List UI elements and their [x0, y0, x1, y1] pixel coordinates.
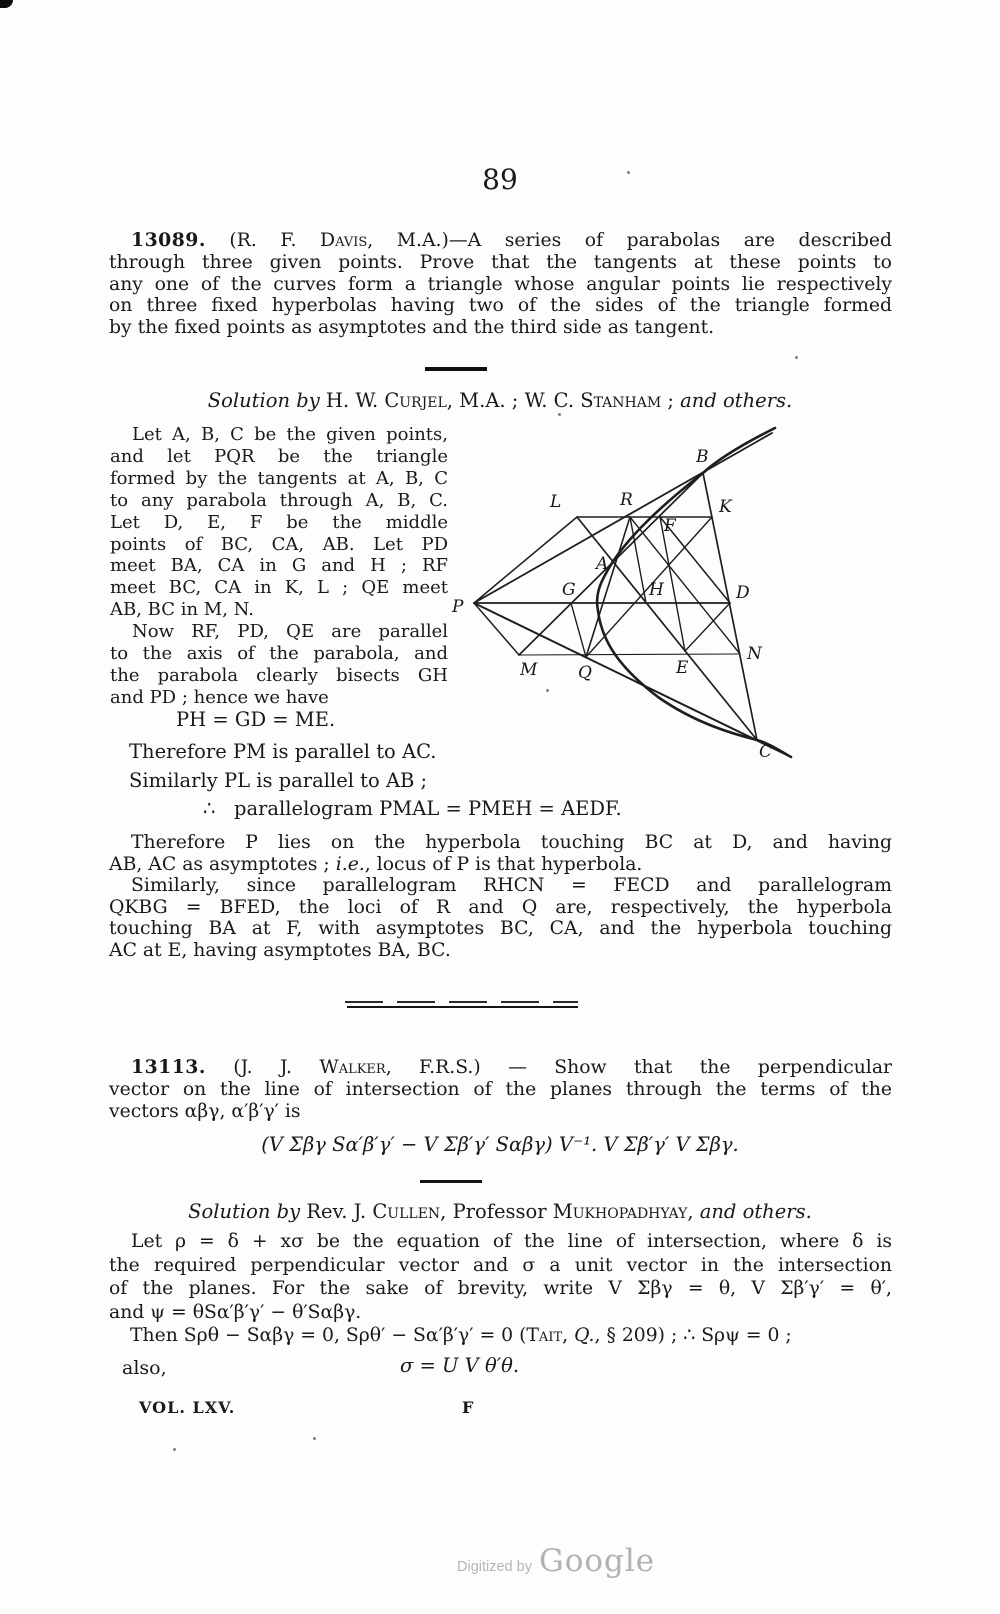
text-line: Now RF, PD, QE are parallel	[132, 621, 448, 643]
text-line: on three fixed hyperbolas having two of the sides of the triangle formed	[109, 295, 892, 317]
ink-speck	[627, 171, 630, 174]
author-name: Walker	[319, 1057, 386, 1078]
then-equation-line	[109, 1325, 899, 1346]
point-label-A: A	[596, 554, 609, 574]
text-line: through three given points. Prove that the tangents at these points to	[109, 251, 892, 273]
google-logo: Google	[538, 1543, 656, 1579]
volume-label: VOL. LXV.	[139, 1398, 236, 1417]
sigma-equation: σ = U V θ′θ.	[400, 1354, 520, 1377]
text-line	[109, 230, 892, 252]
text-line: Therefore P lies on the hyperbola touching BC at D, and having	[131, 832, 892, 853]
ink-speck	[546, 689, 549, 692]
text-run: ;	[661, 389, 681, 412]
figure-line-GQ	[571, 603, 586, 657]
text-run: , Professor	[440, 1200, 553, 1223]
text-run: , locus of P is that hyperbola.	[364, 853, 643, 875]
text-line	[109, 1056, 892, 1079]
also-label: also,	[122, 1357, 167, 1379]
text-line: to any parabola through A, B, C.	[110, 489, 448, 511]
point-label-P: P	[452, 597, 464, 617]
equation-line: PH = GD = ME.	[176, 708, 336, 731]
text-run: , M.A.)—A series of parabolas are described	[367, 230, 892, 251]
text-line: QKBG = BFED, the loci of R and Q are, respectively, the hyperbola	[109, 896, 892, 918]
google-watermark	[457, 1543, 655, 1579]
text-line: Similarly, since parallelogram RHCN = FECD and parallelogram	[131, 875, 892, 897]
and-others-label: and others.	[699, 1200, 812, 1223]
figure-line-RN	[630, 517, 740, 654]
point-label-G: G	[562, 580, 576, 600]
text-run: , M.A. ; W. C.	[446, 389, 581, 412]
text-run: Rev. J.	[300, 1200, 373, 1223]
ink-speck	[558, 413, 561, 416]
figure-line-PCx	[474, 603, 791, 757]
text-line: AB, BC in M, N.	[110, 599, 254, 621]
quaternions-abbrev: Q.	[574, 1325, 595, 1346]
text-run: , § 209) ; ∴ Sρψ = 0 ;	[594, 1325, 792, 1346]
text-line: of the planes. For the sake of brevity, write V Σβγ = θ, V Σβ′γ′ = θ′,	[109, 1278, 892, 1300]
text-run: Then Sρθ − Sαβγ = 0, Sρθ′ − Sα′β′γ′ = 0 (	[130, 1325, 527, 1346]
solver-name: Mukhopadhyay	[552, 1200, 688, 1223]
section-separator	[347, 1006, 578, 1009]
vector-formula: (V Σβγ Sα′β′γ′ − V Σβ′γ′ Sαβγ) V⁻¹. V Σβ′γ′ V Σβγ.	[261, 1133, 739, 1156]
solution-heading	[60, 1200, 940, 1223]
text-line: the required perpendicular vector and σ a unit vector in the intersection	[109, 1254, 892, 1276]
text-line: Let ρ = δ + xσ be the equation of the line of intersection, where δ is	[131, 1231, 892, 1252]
point-label-B: B	[696, 447, 709, 467]
figure-line-PM	[474, 603, 519, 655]
section-separator-dashed	[345, 1001, 578, 1003]
text-line: vector on the line of intersection of the planes through the terms of the	[109, 1079, 892, 1100]
solver-name: Curjel	[384, 389, 447, 412]
digitized-by-label: Digitized by	[457, 1559, 532, 1575]
signature-mark: F	[462, 1398, 474, 1417]
text-line	[109, 854, 892, 876]
solver-name: Cullen	[372, 1200, 441, 1223]
point-label-L: L	[550, 492, 562, 512]
text-line: and ψ = θSα′β′γ′ − θ′Sαβγ.	[109, 1301, 362, 1323]
text-line: any one of the curves form a triangle whose angular points lie respectively	[109, 273, 892, 295]
author-name: Davis	[320, 230, 368, 251]
ink-speck	[313, 1437, 316, 1440]
point-label-D: D	[736, 583, 750, 603]
point-label-H: H	[649, 580, 664, 600]
parabola-tangents-diagram	[430, 405, 810, 780]
problem-13089	[109, 230, 892, 339]
text-line: the parabola clearly bisects GH	[110, 664, 448, 686]
text-run: H. W.	[319, 389, 385, 412]
geometry-figure	[430, 405, 810, 780]
scan-corner-mark	[0, 0, 13, 8]
point-label-E: E	[676, 658, 689, 678]
text-line: and PD ; hence we have	[110, 686, 329, 708]
text-line: by the fixed points as asymptotes and the third side as tangent.	[109, 317, 715, 339]
text-line: touching BA at F, with asymptotes BC, CA, and the hyperbola touching	[109, 918, 892, 940]
section-separator	[420, 1180, 482, 1183]
problem-13113	[109, 1056, 892, 1123]
text-line: to the axis of the parabola, and	[110, 643, 448, 665]
text-line: Let A, B, C be the given points,	[132, 424, 448, 445]
text-run: (R. F.	[205, 230, 321, 251]
problem-number: 13089.	[131, 229, 206, 251]
tait-reference: Tait	[526, 1325, 563, 1346]
page-number: 89	[482, 163, 518, 196]
text-run: ,	[562, 1325, 575, 1346]
text-run: ,	[687, 1200, 700, 1223]
ink-speck	[795, 356, 798, 359]
and-others-label: and others.	[680, 389, 793, 412]
paragraph-hyperbola	[109, 832, 892, 962]
text-run: (J. J.	[205, 1057, 320, 1078]
solution-by-label: Solution by	[207, 389, 320, 412]
text-line: Therefore PM is parallel to AC.	[129, 740, 437, 763]
point-label-Q: Q	[578, 663, 592, 683]
text-line: meet BC, CA in K, L ; QE meet	[110, 577, 448, 599]
text-line: formed by the tangents at A, B, C	[110, 467, 448, 489]
figure-line-MN	[519, 654, 740, 655]
figure-line-PBx	[474, 433, 772, 603]
point-label-R: R	[620, 490, 633, 510]
text-line: meet BA, CA in G and H ; RF	[110, 555, 448, 577]
text-line: Let D, E, F be the middle	[110, 511, 448, 533]
problem-number: 13113.	[131, 1056, 206, 1078]
point-label-N: N	[747, 644, 762, 664]
paragraph-rho	[109, 1230, 892, 1324]
text-line: points of BC, CA, AB. Let PD	[110, 533, 448, 555]
point-label-F: F	[664, 516, 676, 536]
text-line: AC at E, having asymptotes BA, BC.	[109, 939, 451, 961]
point-label-M: M	[520, 660, 538, 680]
figure-line-CL	[577, 517, 757, 740]
text-line: Similarly PL is parallel to AB ;	[129, 769, 428, 792]
text-line: vectors αβγ, α′β′γ′ is	[109, 1101, 301, 1122]
ie-label: i.e.	[335, 853, 365, 875]
figure-line-ED	[685, 603, 730, 651]
section-separator	[425, 367, 487, 371]
solver-name: Stanham	[580, 389, 662, 412]
text-run: AB, AC as asymptotes ;	[109, 853, 336, 875]
text-line: and let PQR be the triangle	[110, 445, 448, 467]
solution-by-label: Solution by	[188, 1200, 301, 1223]
figure-line-RQ	[586, 517, 630, 657]
ink-speck	[173, 1448, 176, 1451]
equation-line: ∴ parallelogram PMAL = PMEH = AEDF.	[203, 797, 622, 820]
solution-text-column	[110, 424, 448, 709]
text-run: , F.R.S.) — Show that the perpendicular	[385, 1057, 892, 1078]
point-label-C: C	[759, 742, 773, 762]
point-label-K: K	[719, 497, 732, 517]
